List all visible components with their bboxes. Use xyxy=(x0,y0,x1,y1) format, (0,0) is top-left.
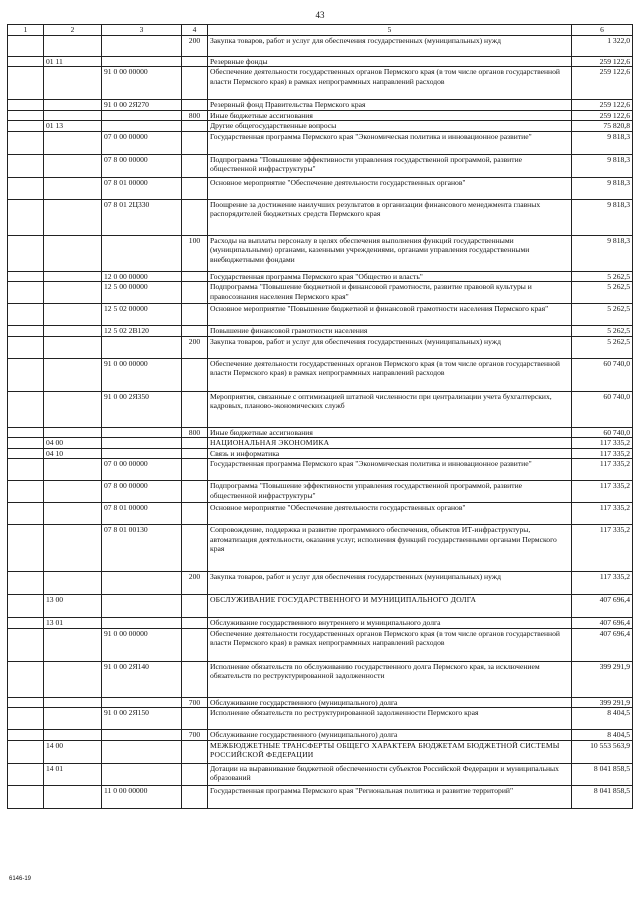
cell-section xyxy=(44,199,102,235)
table-row xyxy=(8,391,633,427)
cell-amount: 1 322,0 xyxy=(572,35,633,56)
cell-section xyxy=(44,271,102,282)
cell-target-article xyxy=(102,448,182,459)
cell-target-article xyxy=(102,740,182,763)
cell-expense-type xyxy=(182,763,208,785)
cell-target-article: 91 0 00 2Я150 xyxy=(102,708,182,730)
cell-amount: 75 820,8 xyxy=(572,121,633,132)
cell-amount: 117 335,2 xyxy=(572,459,633,481)
table-row xyxy=(8,235,633,271)
cell-col1 xyxy=(8,618,44,629)
cell-section xyxy=(44,235,102,271)
cell-target-article: 12 5 00 00000 xyxy=(102,282,182,304)
cell-expense-type xyxy=(182,304,208,326)
header-cell: 2 xyxy=(44,25,102,36)
cell-name: Иные бюджетные ассигнования xyxy=(208,427,572,438)
cell-col1 xyxy=(8,100,44,111)
cell-col1 xyxy=(8,199,44,235)
table-row xyxy=(8,427,633,438)
cell-amount: 5 262,5 xyxy=(572,336,633,358)
cell-name: МЕЖБЮДЖЕТНЫЕ ТРАНСФЕРТЫ ОБЩЕГО ХАРАКТЕРА БЮДЖЕТАМ БЮДЖЕТНОЙ СИСТЕМЫ РОССИЙСКОЙ ФЕДЕРАЦИИ xyxy=(208,740,572,763)
header-cell: 1 xyxy=(8,25,44,36)
table-row xyxy=(8,785,633,808)
table-row xyxy=(8,503,633,525)
cell-name: Государственная программа Пермского края "Региональная политика и развитие территорий" xyxy=(208,785,572,808)
cell-section: 04 00 xyxy=(44,438,102,449)
cell-amount: 60 740,0 xyxy=(572,427,633,438)
cell-col1 xyxy=(8,448,44,459)
table-row xyxy=(8,572,633,595)
cell-col1 xyxy=(8,503,44,525)
cell-name: Подпрограмма "Повышение эффективности управления государственной программой, развитие общественной инфраструктуры" xyxy=(208,154,572,177)
table-row xyxy=(8,697,633,708)
cell-amount: 407 696,4 xyxy=(572,618,633,629)
cell-name: Мероприятия, связанные с оптимизацией штатной численности при централизации учета бухгалтерских, кадровых, планово-экономических служб xyxy=(208,391,572,427)
cell-expense-type xyxy=(182,595,208,618)
cell-expense-type xyxy=(182,100,208,111)
document-code: 6146-19 xyxy=(9,876,32,882)
cell-amount: 8 041 858,5 xyxy=(572,785,633,808)
cell-col1 xyxy=(8,628,44,661)
cell-target-article xyxy=(102,618,182,629)
cell-amount: 407 696,4 xyxy=(572,595,633,618)
table-row xyxy=(8,304,633,326)
cell-target-article: 07 0 00 00000 xyxy=(102,459,182,481)
cell-col1 xyxy=(8,697,44,708)
cell-amount: 9 818,3 xyxy=(572,154,633,177)
cell-col1 xyxy=(8,304,44,326)
table-row xyxy=(8,35,633,56)
cell-col1 xyxy=(8,708,44,730)
cell-expense-type xyxy=(182,391,208,427)
cell-col1 xyxy=(8,121,44,132)
cell-name: Обслуживание государственного (муниципального) долга xyxy=(208,730,572,741)
cell-section xyxy=(44,304,102,326)
cell-section xyxy=(44,572,102,595)
cell-expense-type xyxy=(182,358,208,391)
table-row xyxy=(8,336,633,358)
cell-amount: 5 262,5 xyxy=(572,326,633,337)
cell-col1 xyxy=(8,595,44,618)
cell-expense-type xyxy=(182,785,208,808)
cell-expense-type xyxy=(182,326,208,337)
cell-name: Другие общегосударственные вопросы xyxy=(208,121,572,132)
cell-amount: 259 122,6 xyxy=(572,100,633,111)
cell-target-article: 12 0 00 00000 xyxy=(102,271,182,282)
cell-name: Государственная программа Пермского края "Экономическая политика и инновационное развитие" xyxy=(208,459,572,481)
cell-expense-type xyxy=(182,67,208,100)
table-row xyxy=(8,481,633,503)
cell-expense-type xyxy=(182,282,208,304)
cell-col1 xyxy=(8,438,44,449)
cell-col1 xyxy=(8,67,44,100)
cell-col1 xyxy=(8,56,44,67)
budget-table xyxy=(7,24,633,809)
cell-section xyxy=(44,708,102,730)
cell-target-article: 11 0 00 00000 xyxy=(102,785,182,808)
cell-col1 xyxy=(8,154,44,177)
cell-target-article: 07 8 01 2Ц330 xyxy=(102,199,182,235)
cell-col1 xyxy=(8,235,44,271)
cell-name: Подпрограмма "Повышение эффективности управления государственной программой, развитие общественной инфраструктуры" xyxy=(208,481,572,503)
cell-section xyxy=(44,661,102,697)
table-row xyxy=(8,154,633,177)
cell-col1 xyxy=(8,661,44,697)
table-row xyxy=(8,199,633,235)
cell-expense-type: 700 xyxy=(182,697,208,708)
cell-section: 14 00 xyxy=(44,740,102,763)
cell-target-article xyxy=(102,427,182,438)
cell-col1 xyxy=(8,427,44,438)
cell-expense-type: 100 xyxy=(182,235,208,271)
table-row xyxy=(8,131,633,154)
cell-col1 xyxy=(8,785,44,808)
table-row xyxy=(8,525,633,572)
cell-section: 13 00 xyxy=(44,595,102,618)
cell-col1 xyxy=(8,730,44,741)
cell-section xyxy=(44,481,102,503)
table-row xyxy=(8,438,633,449)
cell-section: 14 01 xyxy=(44,763,102,785)
cell-amount: 8 404,5 xyxy=(572,730,633,741)
table-row xyxy=(8,448,633,459)
cell-name: Государственная программа Пермского края "Экономическая политика и инновационное развитие" xyxy=(208,131,572,154)
cell-section: 01 11 xyxy=(44,56,102,67)
cell-section: 13 01 xyxy=(44,618,102,629)
cell-section xyxy=(44,785,102,808)
cell-expense-type: 200 xyxy=(182,572,208,595)
cell-section xyxy=(44,628,102,661)
cell-expense-type xyxy=(182,503,208,525)
cell-col1 xyxy=(8,763,44,785)
cell-col1 xyxy=(8,391,44,427)
cell-target-article xyxy=(102,121,182,132)
cell-col1 xyxy=(8,326,44,337)
cell-section xyxy=(44,503,102,525)
page-number: 43 xyxy=(315,10,325,20)
cell-amount: 117 335,2 xyxy=(572,438,633,449)
table-row xyxy=(8,595,633,618)
cell-amount: 259 122,6 xyxy=(572,56,633,67)
cell-target-article xyxy=(102,35,182,56)
cell-target-article: 07 8 00 00000 xyxy=(102,154,182,177)
cell-col1 xyxy=(8,282,44,304)
cell-name: Иные бюджетные ассигнования xyxy=(208,110,572,121)
table-row xyxy=(8,628,633,661)
header-row xyxy=(8,25,633,36)
cell-col1 xyxy=(8,525,44,572)
cell-name: Закупка товаров, работ и услуг для обеспечения государственных (муниципальных) нужд xyxy=(208,336,572,358)
table-row xyxy=(8,121,633,132)
cell-expense-type: 200 xyxy=(182,336,208,358)
cell-amount: 8 041 858,5 xyxy=(572,763,633,785)
cell-name: Обеспечение деятельности государственных органов Пермского края (в том числе органов государственной власти Пермского края) в рамках непрограммных направлений расходов xyxy=(208,628,572,661)
cell-amount: 5 262,5 xyxy=(572,271,633,282)
cell-target-article xyxy=(102,572,182,595)
cell-section xyxy=(44,697,102,708)
cell-name: Исполнение обязательств по обслуживанию государственного долга Пермского края, за исключением обязательств по реструктурированной задолженности xyxy=(208,661,572,697)
cell-amount: 8 404,5 xyxy=(572,708,633,730)
cell-expense-type: 200 xyxy=(182,35,208,56)
cell-expense-type xyxy=(182,438,208,449)
cell-name: Расходы на выплаты персоналу в целях обеспечения выполнения функций государственными (муниципальными) органами, казенными учреждениями, органами управления государственными внебюджетными фондами xyxy=(208,235,572,271)
cell-target-article xyxy=(102,336,182,358)
cell-section xyxy=(44,326,102,337)
cell-target-article xyxy=(102,697,182,708)
cell-amount: 117 335,2 xyxy=(572,448,633,459)
cell-target-article xyxy=(102,438,182,449)
table-row xyxy=(8,618,633,629)
cell-section xyxy=(44,525,102,572)
cell-target-article: 07 0 00 00000 xyxy=(102,131,182,154)
table-row xyxy=(8,67,633,100)
cell-target-article xyxy=(102,595,182,618)
cell-section: 01 13 xyxy=(44,121,102,132)
cell-expense-type xyxy=(182,154,208,177)
cell-expense-type xyxy=(182,131,208,154)
table-row xyxy=(8,326,633,337)
cell-amount: 5 262,5 xyxy=(572,282,633,304)
cell-target-article: 91 0 00 2Я270 xyxy=(102,100,182,111)
cell-section: 04 10 xyxy=(44,448,102,459)
cell-name: Сопровождение, поддержка и развитие программного обеспечения, объектов ИТ-инфраструктуры, автоматизация деятельности, оказания услуг, исполнения функций государственными органами Пермского края xyxy=(208,525,572,572)
table-row xyxy=(8,661,633,697)
cell-target-article: 91 0 00 00000 xyxy=(102,358,182,391)
cell-section xyxy=(44,177,102,199)
cell-amount: 9 818,3 xyxy=(572,177,633,199)
cell-expense-type xyxy=(182,177,208,199)
cell-amount: 5 262,5 xyxy=(572,304,633,326)
cell-target-article: 91 0 00 00000 xyxy=(102,67,182,100)
cell-amount: 259 122,6 xyxy=(572,67,633,100)
cell-name: Закупка товаров, работ и услуг для обеспечения государственных (муниципальных) нужд xyxy=(208,35,572,56)
cell-section xyxy=(44,358,102,391)
cell-target-article: 12 5 02 00000 xyxy=(102,304,182,326)
cell-name: Подпрограмма "Повышение бюджетной и финансовой грамотности, развитие правовой культуры и правосознания населения Пермского края" xyxy=(208,282,572,304)
cell-amount: 117 335,2 xyxy=(572,503,633,525)
cell-expense-type xyxy=(182,525,208,572)
cell-amount: 60 740,0 xyxy=(572,391,633,427)
cell-amount: 9 818,3 xyxy=(572,131,633,154)
cell-name: НАЦИОНАЛЬНАЯ ЭКОНОМИКА xyxy=(208,438,572,449)
cell-expense-type: 700 xyxy=(182,730,208,741)
cell-col1 xyxy=(8,131,44,154)
cell-amount: 117 335,2 xyxy=(572,481,633,503)
cell-section xyxy=(44,336,102,358)
cell-expense-type xyxy=(182,459,208,481)
cell-target-article: 07 8 01 00000 xyxy=(102,177,182,199)
header-cell: 6 xyxy=(572,25,633,36)
cell-col1 xyxy=(8,35,44,56)
cell-amount: 117 335,2 xyxy=(572,572,633,595)
cell-expense-type: 800 xyxy=(182,427,208,438)
cell-target-article: 07 8 01 00130 xyxy=(102,525,182,572)
cell-expense-type xyxy=(182,199,208,235)
cell-name: Резервные фонды xyxy=(208,56,572,67)
cell-expense-type xyxy=(182,56,208,67)
cell-expense-type xyxy=(182,121,208,132)
table-row xyxy=(8,100,633,111)
cell-section xyxy=(44,154,102,177)
cell-col1 xyxy=(8,358,44,391)
cell-name: Основное мероприятие "Обеспечение деятельности государственных органов" xyxy=(208,503,572,525)
cell-expense-type xyxy=(182,740,208,763)
cell-expense-type: 800 xyxy=(182,110,208,121)
cell-section xyxy=(44,131,102,154)
cell-target-article: 91 0 00 2Я350 xyxy=(102,391,182,427)
cell-col1 xyxy=(8,336,44,358)
table-row xyxy=(8,271,633,282)
cell-expense-type xyxy=(182,708,208,730)
cell-target-article: 12 5 02 2В120 xyxy=(102,326,182,337)
cell-amount: 399 291,9 xyxy=(572,661,633,697)
cell-name: Основное мероприятие "Обеспечение деятельности государственных органов" xyxy=(208,177,572,199)
cell-name: Закупка товаров, работ и услуг для обеспечения государственных (муниципальных) нужд xyxy=(208,572,572,595)
cell-target-article xyxy=(102,730,182,741)
cell-section xyxy=(44,391,102,427)
cell-amount: 407 696,4 xyxy=(572,628,633,661)
cell-target-article: 91 0 00 00000 xyxy=(102,628,182,661)
cell-col1 xyxy=(8,271,44,282)
cell-expense-type xyxy=(182,628,208,661)
cell-amount: 399 291,9 xyxy=(572,697,633,708)
cell-expense-type xyxy=(182,661,208,697)
table-row xyxy=(8,708,633,730)
cell-target-article xyxy=(102,56,182,67)
cell-col1 xyxy=(8,481,44,503)
cell-col1 xyxy=(8,572,44,595)
cell-target-article: 91 0 00 2Я140 xyxy=(102,661,182,697)
cell-section xyxy=(44,67,102,100)
cell-name: Обслуживание государственного внутреннего и муниципального долга xyxy=(208,618,572,629)
cell-col1 xyxy=(8,177,44,199)
cell-name: Исполнение обязательств по реструктурированной задолженности Пермского края xyxy=(208,708,572,730)
cell-section xyxy=(44,282,102,304)
cell-name: Связь и информатика xyxy=(208,448,572,459)
header-cell: 3 xyxy=(102,25,182,36)
cell-name: Обеспечение деятельности государственных органов Пермского края (в том числе органов государственной власти Пермского края) в рамках непрограммных направлений расходов xyxy=(208,358,572,391)
cell-section xyxy=(44,427,102,438)
table-row xyxy=(8,358,633,391)
table-row xyxy=(8,282,633,304)
table-row xyxy=(8,56,633,67)
cell-expense-type xyxy=(182,271,208,282)
cell-expense-type xyxy=(182,448,208,459)
cell-col1 xyxy=(8,459,44,481)
cell-amount: 9 818,3 xyxy=(572,235,633,271)
header-cell: 4 xyxy=(182,25,208,36)
cell-target-article: 07 8 00 00000 xyxy=(102,481,182,503)
header-cell: 5 xyxy=(208,25,572,36)
cell-name: Резервный фонд Правительства Пермского края xyxy=(208,100,572,111)
cell-name: Обеспечение деятельности государственных органов Пермского края (в том числе органов государственной власти Пермского края) в рамках непрограммных направлений расходов xyxy=(208,67,572,100)
cell-name: Основное мероприятие "Повышение бюджетной и финансовой грамотности населения Пермского края" xyxy=(208,304,572,326)
cell-name: Государственная программа Пермского края "Общество и власть" xyxy=(208,271,572,282)
table-row xyxy=(8,459,633,481)
cell-col1 xyxy=(8,740,44,763)
table-row xyxy=(8,177,633,199)
cell-expense-type xyxy=(182,481,208,503)
cell-amount: 117 335,2 xyxy=(572,525,633,572)
cell-target-article xyxy=(102,110,182,121)
cell-section xyxy=(44,459,102,481)
cell-target-article: 07 8 01 00000 xyxy=(102,503,182,525)
table-row xyxy=(8,730,633,741)
cell-name: Повышение финансовой грамотности населения xyxy=(208,326,572,337)
table-row xyxy=(8,110,633,121)
cell-expense-type xyxy=(182,618,208,629)
cell-name: Дотации на выравнивание бюджетной обеспеченности субъектов Российской Федерации и муниципальных образований xyxy=(208,763,572,785)
cell-amount: 10 553 563,9 xyxy=(572,740,633,763)
table-row xyxy=(8,763,633,785)
cell-section xyxy=(44,100,102,111)
cell-section xyxy=(44,110,102,121)
cell-name: ОБСЛУЖИВАНИЕ ГОСУДАРСТВЕННОГО И МУНИЦИПАЛЬНОГО ДОЛГА xyxy=(208,595,572,618)
cell-target-article xyxy=(102,235,182,271)
cell-col1 xyxy=(8,110,44,121)
cell-section xyxy=(44,35,102,56)
table-row xyxy=(8,740,633,763)
cell-amount: 9 818,3 xyxy=(572,199,633,235)
cell-name: Обслуживание государственного (муниципального) долга xyxy=(208,697,572,708)
cell-name: Поощрение за достижение наилучших результатов в организации финансового менеджмента главных распорядителей бюджетных средств Пермского края xyxy=(208,199,572,235)
cell-amount: 259 122,6 xyxy=(572,110,633,121)
cell-target-article xyxy=(102,763,182,785)
cell-section xyxy=(44,730,102,741)
cell-amount: 60 740,0 xyxy=(572,358,633,391)
